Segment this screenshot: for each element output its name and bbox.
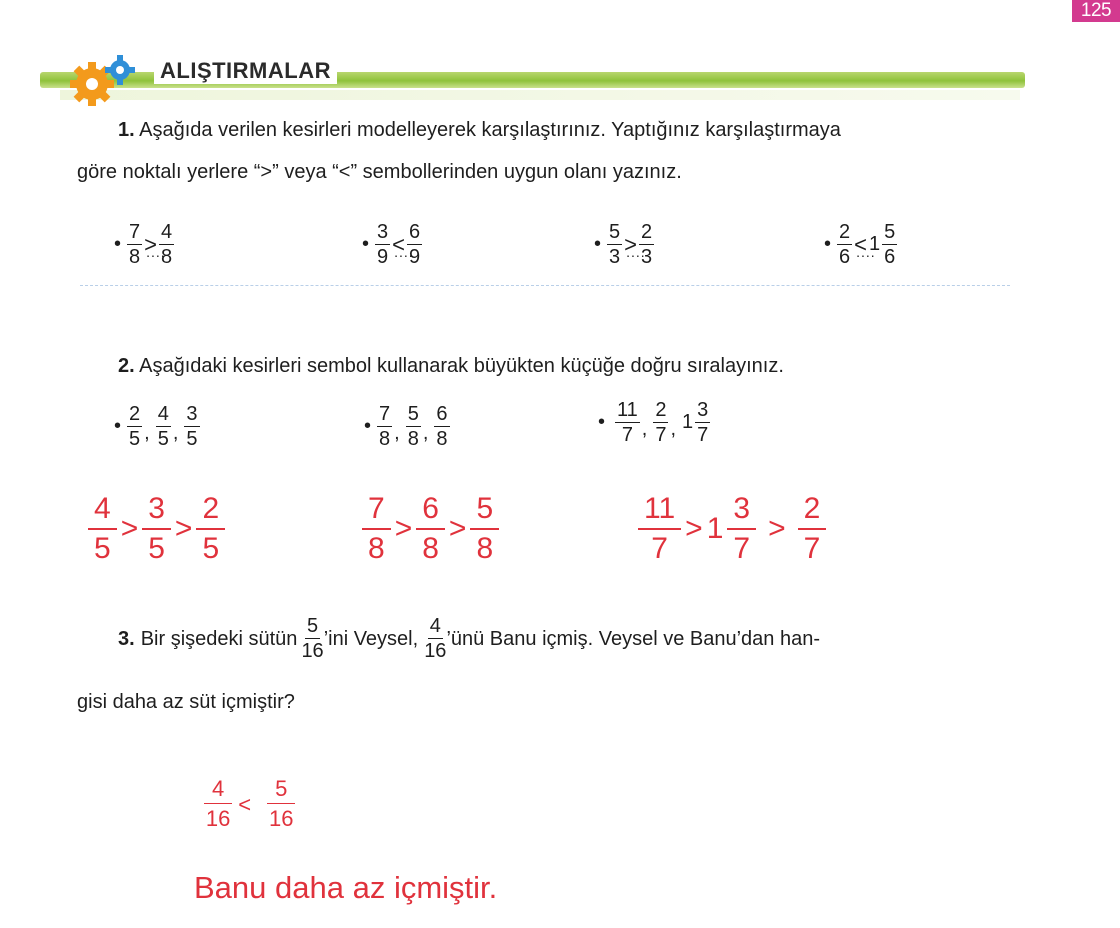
comparison-symbol: > (394, 512, 413, 545)
bullet: • (824, 233, 832, 255)
bullet: • (362, 233, 370, 255)
q3-work (204, 778, 295, 830)
q2-text-line (118, 354, 784, 378)
gears-icon (70, 54, 142, 106)
bullet: • (114, 233, 122, 255)
fraction: $\frac{5}{6}$ (884, 221, 896, 268)
fraction: $\frac{4}{8}$ (161, 221, 173, 268)
q3-text-c: ’ünü Banu içmiş. Veysel ve Banu’dan han- (446, 627, 821, 650)
q2-number: 2. (118, 355, 135, 377)
fraction: $\frac{11}{7}$ (638, 494, 681, 564)
fraction: $\frac{7}{8}$ (362, 494, 391, 564)
whole-part: 1 (706, 512, 724, 545)
q1-number: 1. (118, 119, 135, 141)
comparison-symbol: < .... (392, 232, 405, 258)
bullet: • (598, 411, 606, 433)
q3-answer: Banu daha az içmiştir. (194, 870, 498, 905)
q3-text-a: Bir şişedeki sütün (140, 627, 298, 650)
comparison-symbol: > .... (144, 232, 157, 258)
fraction: $\frac{5}{16}$ (301, 615, 324, 662)
fraction: $\frac{4}{5}$ (88, 494, 117, 564)
q2-group-1: • $\frac{2}{5}$ , $\frac{4}{5}$ , $\frac{3}{5}$ (114, 403, 198, 450)
fraction: $\frac{5}{16}$ (268, 776, 294, 831)
q2-group-2: • $\frac{7}{8}$ , $\frac{5}{8}$ , $\frac{6}{8}$ (364, 403, 448, 450)
q2-answer-1 (88, 494, 225, 564)
whole-part: 1 (682, 411, 694, 433)
q1-item-1 (114, 222, 174, 267)
q1-text: Aşağıda verilen kesirleri modelleyerek karşılaştırınız. Yaptığınız karşılaştırmaya (139, 119, 841, 141)
fraction: $\frac{4}{16}$ (424, 615, 447, 662)
comparison-symbol: > (120, 512, 139, 545)
q1-item-3 (594, 222, 654, 267)
mixed-number (707, 494, 756, 564)
q3-number: 3. (118, 627, 135, 650)
q1-item-4 (824, 222, 897, 267)
section-title: ALIŞTIRMALAR (154, 58, 337, 84)
q3-text-b: ’ini Veysel, (323, 627, 419, 650)
fraction: $\frac{3}{7}$ (727, 494, 756, 564)
q1-item-2 (362, 222, 422, 267)
bullet: • (594, 233, 602, 255)
q2-answer-3 (638, 494, 826, 564)
q2-answer-2 (362, 494, 499, 564)
fraction: $\frac{2}{7}$ (798, 494, 827, 564)
comparison-symbol: < (238, 792, 252, 817)
fraction: $\frac{2}{5}$ (129, 403, 141, 450)
q3-text-line2: gisi daha az süt içmiştir? (77, 691, 295, 713)
q3-text-line1 (118, 616, 820, 661)
comparison-symbol: > (768, 512, 786, 545)
fraction: $\frac{2}{3}$ (641, 221, 653, 268)
fraction: $\frac{7}{8}$ (379, 403, 391, 450)
fraction: $\frac{3}{7}$ (697, 399, 709, 446)
q2-text: Aşağıdaki kesirleri sembol kullanarak büyükten küçüğe doğru sıralayınız. (139, 355, 784, 377)
fraction: $\frac{5}{8}$ (470, 494, 499, 564)
fraction: $\frac{3}{5}$ (142, 494, 171, 564)
mixed-number (682, 400, 710, 445)
fraction: $\frac{4}{5}$ (157, 403, 169, 450)
fraction: $\frac{11}{7}$ (617, 399, 638, 446)
comparison-symbol: > (174, 512, 193, 545)
q1-text-line2: göre noktalı yerlere “>” veya “<” sembollerinden uygun olanı yazınız. (77, 161, 682, 183)
fraction: $\frac{3}{5}$ (186, 403, 198, 450)
fraction: $\frac{4}{16}$ (205, 776, 231, 831)
comparison-symbol: > (685, 512, 703, 545)
fraction: $\frac{7}{8}$ (129, 221, 141, 268)
page-number: 125 (1072, 0, 1120, 22)
fraction: $\frac{6}{8}$ (416, 494, 445, 564)
comparison-symbol: > .... (624, 232, 637, 258)
comparison-symbol: < .... (854, 232, 867, 258)
whole-part: 1 (869, 233, 881, 255)
bullet: • (364, 415, 372, 437)
fraction: $\frac{5}{3}$ (609, 221, 621, 268)
q2-group-3: • $\frac{11}{7}$ , $\frac{2}{7}$ , 1 $\frac{3}{7}$ (598, 399, 709, 446)
bullet: • (114, 415, 122, 437)
fraction: $\frac{5}{8}$ (407, 403, 419, 450)
q1-text-line1 (118, 118, 841, 142)
comparison-symbol: > (448, 512, 467, 545)
fraction: $\frac{2}{5}$ (196, 494, 225, 564)
title-bar-shadow (60, 90, 1020, 100)
fraction: $\frac{3}{9}$ (377, 221, 389, 268)
fraction: $\frac{6}{8}$ (436, 403, 448, 450)
fraction: $\frac{6}{9}$ (409, 221, 421, 268)
divider (80, 285, 1010, 286)
fraction: $\frac{2}{7}$ (655, 399, 667, 446)
fraction: $\frac{2}{6}$ (839, 221, 851, 268)
